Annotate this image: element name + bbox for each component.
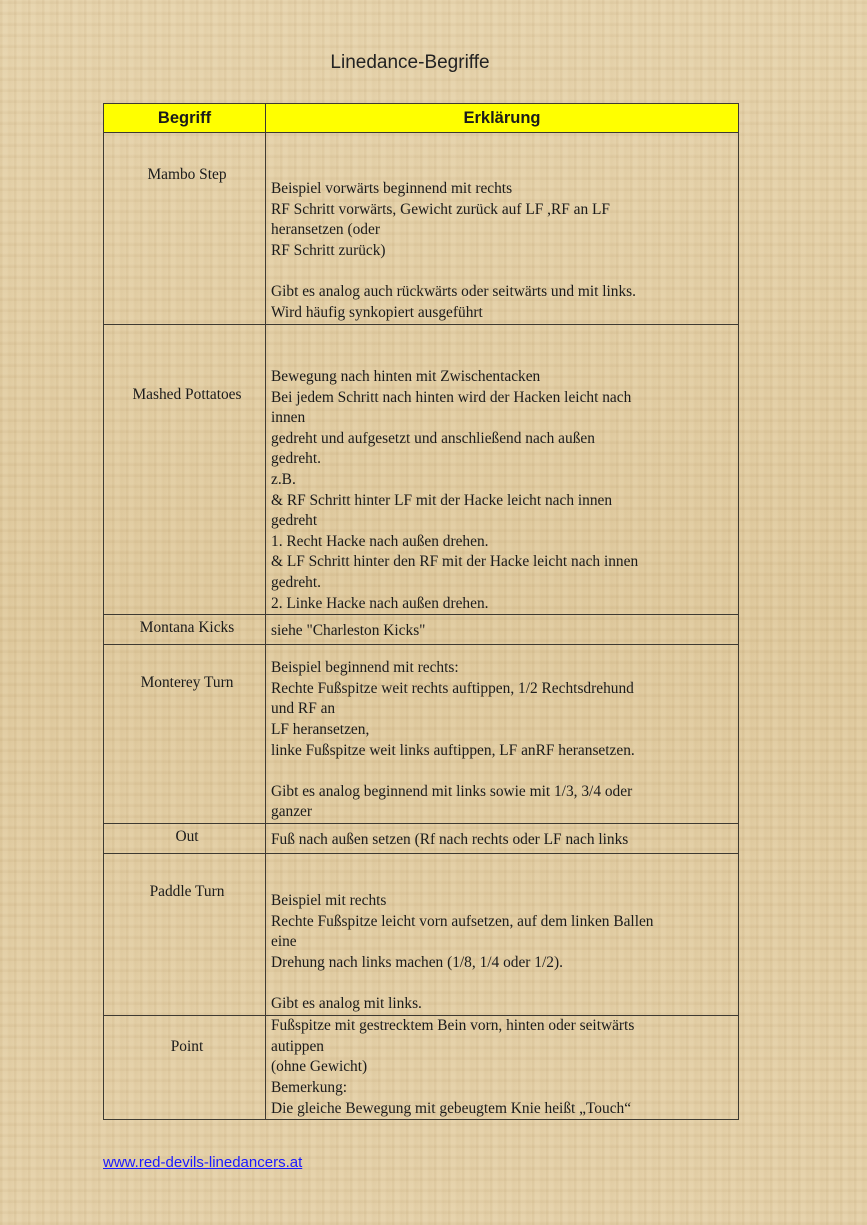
explanation-line: siehe "Charleston Kicks" (271, 622, 426, 640)
explanation-line: Bei jedem Schritt nach hinten wird der Hacken leicht nach (271, 388, 632, 406)
explanation-line: Drehung nach links machen (1/8, 1/4 oder 1/2). (271, 953, 563, 971)
table-row (104, 1016, 739, 1120)
term-cell (104, 1016, 266, 1120)
term-label: Mashed Pottatoes (132, 386, 242, 403)
term-cell (104, 325, 266, 615)
explanation-line: 2. Linke Hacke nach außen drehen. (271, 594, 489, 612)
explanation-line: Beispiel vorwärts beginnend mit rechts (271, 180, 513, 197)
explanation-line: linke Fußspitze weit links auftippen, LF anRF heransetzen. (271, 741, 635, 759)
explanation-line: & RF Schritt hinter LF mit der Hacke leicht nach innen (271, 491, 613, 509)
explanation-line: 1. Recht Hacke nach außen drehen. (271, 532, 489, 550)
explanation-line: autippen (271, 1037, 324, 1055)
term-label: Paddle Turn (149, 883, 225, 901)
explanation-line: Gibt es analog auch rückwärts oder seitwärts und mit links. (271, 282, 637, 300)
explanation-cell (266, 645, 739, 824)
explanation-cell (266, 854, 739, 1016)
table-row (104, 133, 739, 325)
explanation-line: Rechte Fußspitze leicht vorn aufsetzen, auf dem linken Ballen (271, 912, 654, 930)
term-cell (104, 133, 266, 325)
table-row (104, 325, 739, 615)
explanation-line: gedreht und aufgesetzt und anschließend nach außen (271, 429, 595, 447)
explanation-cell (266, 133, 739, 325)
header-explanation: Erklärung (266, 104, 739, 133)
term-label: Mambo Step (147, 166, 227, 183)
explanation-line: Bewegung nach hinten mit Zwischentacken (271, 368, 541, 385)
term-label: Point (170, 1038, 204, 1056)
glossary-table (103, 103, 739, 1120)
explanation-line: Fußspitze mit gestrecktem Bein vorn, hinten oder seitwärts (271, 1017, 635, 1035)
explanation-line: & LF Schritt hinter den RF mit der Hacke leicht nach innen (271, 553, 639, 571)
explanation-line: z.B. (271, 470, 296, 488)
explanation-line: gedreht (271, 512, 318, 530)
explanation-line: LF heransetzen, (271, 720, 370, 738)
explanation-line: gedreht. (271, 450, 321, 468)
explanation-line: Gibt es analog beginnend mit links sowie mit 1/3, 3/4 oder (271, 782, 633, 800)
explanation-line: Beispiel mit rechts (271, 892, 387, 910)
table-row (104, 824, 739, 854)
explanation-line: eine (271, 933, 297, 951)
term-label: Monterey Turn (140, 674, 234, 692)
explanation-cell (266, 1016, 739, 1120)
explanation-line: Beispiel beginnend mit rechts: (271, 659, 459, 677)
blank-line (271, 974, 738, 995)
explanation-line: und RF an (271, 700, 336, 718)
explanation-line: gedreht. (271, 573, 321, 591)
header-term: Begriff (104, 104, 266, 133)
explanation-line: Fuß nach außen setzen (Rf nach rechts oder LF nach links (271, 831, 629, 849)
explanation-line: Die gleiche Bewegung mit gebeugtem Knie heißt „Touch“ (271, 1099, 632, 1117)
table-header-row (104, 104, 739, 133)
explanation-line: innen (271, 409, 306, 427)
table-row (104, 854, 739, 1016)
explanation-cell (266, 824, 739, 854)
explanation-line: Wird häufig synkopiert ausgeführt (271, 303, 483, 321)
explanation-cell (266, 615, 739, 645)
explanation-line: Rechte Fußspitze weit rechts auftippen, 1/2 Rechtsdrehund (271, 679, 634, 697)
blank-line (271, 261, 738, 282)
term-cell (104, 854, 266, 1016)
table-row (104, 645, 739, 824)
explanation-line: Gibt es analog mit links. (271, 995, 422, 1013)
page-title: Linedance-Begriffe (330, 52, 490, 73)
explanation-line: heransetzen (oder (271, 221, 380, 239)
blank-line (271, 761, 738, 782)
explanation-line: RF Schritt vorwärts, Gewicht zurück auf LF ,RF an LF (271, 200, 610, 218)
term-cell (104, 615, 266, 645)
term-label: Montana Kicks (139, 619, 235, 637)
explanation-line: ganzer (271, 803, 313, 821)
table-row (104, 615, 739, 645)
explanation-line: RF Schritt zurück) (271, 241, 386, 259)
term-cell (104, 824, 266, 854)
website-link[interactable]: www.red-devils-linedancers.at (103, 1154, 303, 1171)
explanation-cell (266, 325, 739, 615)
explanation-line: (ohne Gewicht) (271, 1058, 368, 1076)
term-cell (104, 645, 266, 824)
term-label: Out (175, 828, 199, 846)
explanation-line: Bemerkung: (271, 1078, 348, 1096)
